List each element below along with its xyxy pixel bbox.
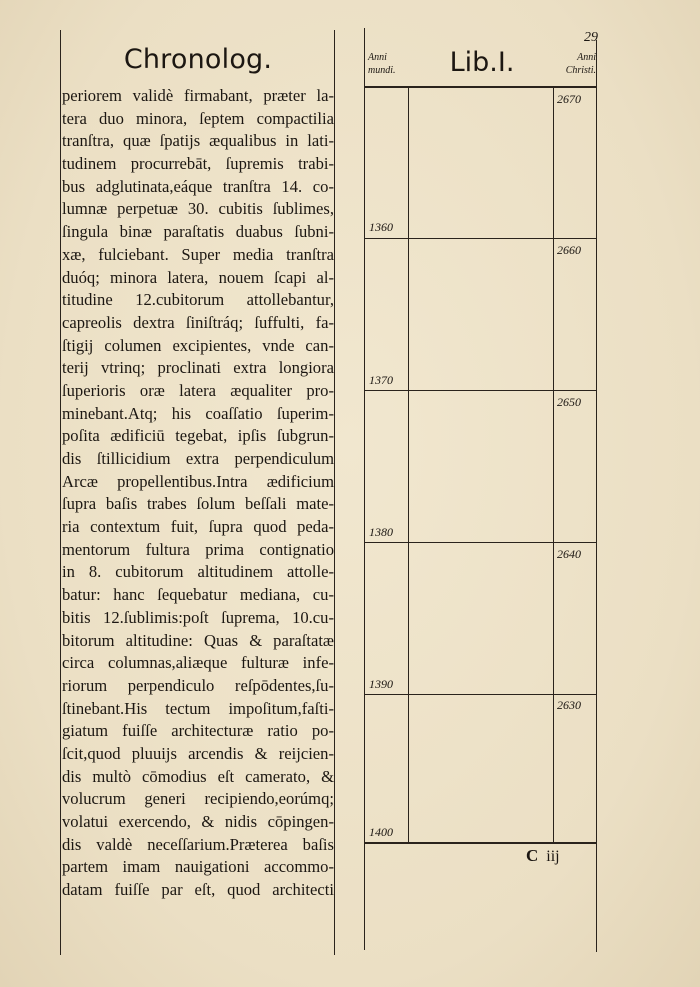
table-inner-right-rule <box>553 86 554 842</box>
table-row-divider <box>364 238 597 239</box>
gathering-signature <box>526 846 560 866</box>
text-line: ſcit,quod pluuijs arcendis & reijcien- <box>62 743 334 763</box>
text-line: titudine 12.cubitorum attollebantur, <box>62 290 334 310</box>
table-left-rule <box>364 28 365 950</box>
table-header-rule <box>364 86 597 88</box>
header-line: mundi. <box>368 65 396 76</box>
text-line: ria contextum fuit, ſupra quod peda- <box>62 517 334 537</box>
anni-mundi-year: 1360 <box>369 220 393 234</box>
body-text <box>62 85 334 902</box>
anni-christi-year: 2640 <box>557 547 581 561</box>
text-line: dis ſtillicidium extra perpendiculum <box>62 449 334 468</box>
text-line: riorum perpendiculo reſpōdentes,ſu- <box>62 675 334 695</box>
header-line: Anni <box>577 52 596 63</box>
text-line: bitorum altitudine: Quas & paraſtatæ <box>62 630 334 650</box>
header-line: Anni <box>368 52 387 63</box>
text-line: dis valdè neceſſarium.Præterea baſis <box>62 834 334 854</box>
running-head: Chronolog. <box>123 44 273 75</box>
text-line: partem imam nauigationi accommo- <box>62 857 334 877</box>
text-line: capreolis dextra ſiniſtráq; ſuffulti, fa- <box>62 312 334 332</box>
text-line: bus adglutinata,eáque tranſtra 14. co- <box>62 176 334 196</box>
text-line: ſtigij columen excipientes, vnde can- <box>62 335 334 355</box>
text-line: tudinem procurrebāt, ſupremis trabi- <box>62 154 334 174</box>
table-row-divider <box>364 542 597 543</box>
anni-christi-year: 2660 <box>557 243 581 257</box>
book-title: Lib.I. <box>449 47 515 78</box>
text-line: volatui exercendo, & nidis cōpingen- <box>62 812 334 831</box>
text-line: periorem validè firmabant, præter la- <box>62 86 334 105</box>
text-line: mentorum fultura prima contignatio <box>62 539 334 559</box>
anni-mundi-year: 1400 <box>369 825 393 839</box>
text-line: circa columnas,aliæque fulturæ infe- <box>62 653 334 673</box>
text-column-right-rule <box>334 30 335 955</box>
text-line: in 8. cubitorum altitudinem attolle- <box>62 562 334 582</box>
text-line: duóq; minora latera, nouem ſcapi al- <box>62 267 334 287</box>
text-line: tera duo minora, ſeptem compactilia <box>62 108 334 128</box>
signature-number: iij <box>546 848 560 865</box>
table-right-rule <box>596 40 597 952</box>
text-line: tranſtra, quæ ſpatijs æqualibus in lati- <box>62 131 334 151</box>
text-line: lumnæ perpetuæ 30. cubitis ſublimes, <box>62 199 334 219</box>
text-line: volucrum generi recipiendo,eorúmq; <box>62 789 334 809</box>
text-line: ſupra baſis trabes ſolum beſſali mate- <box>62 494 334 514</box>
text-line: ſingula binæ paraſtatis duabus ſubni- <box>62 222 334 242</box>
anni-mundi-year: 1370 <box>369 373 393 387</box>
text-line: batur: hanc ſequebatur mediana, cu- <box>62 585 334 605</box>
text-line: Arcæ propellentibus.Intra ædificium <box>62 471 334 491</box>
anni-mundi-year: 1390 <box>369 677 393 691</box>
text-line: terij vtrinq; proclinati extra longiora <box>62 358 334 378</box>
text-line: datam fuiſſe par eſt, quod architecti <box>62 880 334 900</box>
left-page-rule <box>60 30 61 955</box>
anni-christi-year: 2630 <box>557 698 581 712</box>
anni-mundi-year: 1380 <box>369 525 393 539</box>
text-line: poſita ædificiū tegebat, ipſis ſubgrun- <box>62 426 334 446</box>
header-line: Christi. <box>565 65 596 76</box>
text-line: bitis 12.ſublimis:poſt ſuprema, 10.cu- <box>62 607 334 627</box>
anni-mundi-header <box>368 51 408 77</box>
anni-christi-header <box>556 51 596 77</box>
text-line: giatum fuiſſe architecturæ ratio po- <box>62 721 334 741</box>
text-line: ſtinebant.His tectum impoſitum,faſti- <box>62 698 334 718</box>
anni-christi-year: 2650 <box>557 395 581 409</box>
table-row-divider <box>364 694 597 695</box>
text-line: xæ, fulciebant. Super media tranſtra <box>62 244 334 264</box>
text-line: ſuperioris oræ latera æqualiter pro- <box>62 380 334 400</box>
table-inner-left-rule <box>408 86 409 842</box>
page-number: 29 <box>584 30 598 45</box>
text-line: dis multò cōmodius eſt camerato, & <box>62 766 334 786</box>
anni-christi-year: 2670 <box>557 92 581 106</box>
table-bottom-rule <box>364 842 597 844</box>
signature-letter: C <box>526 846 539 865</box>
table-row-divider <box>364 390 597 391</box>
text-line: minebant.Atq; his coaſſatio ſuperim- <box>62 403 334 423</box>
